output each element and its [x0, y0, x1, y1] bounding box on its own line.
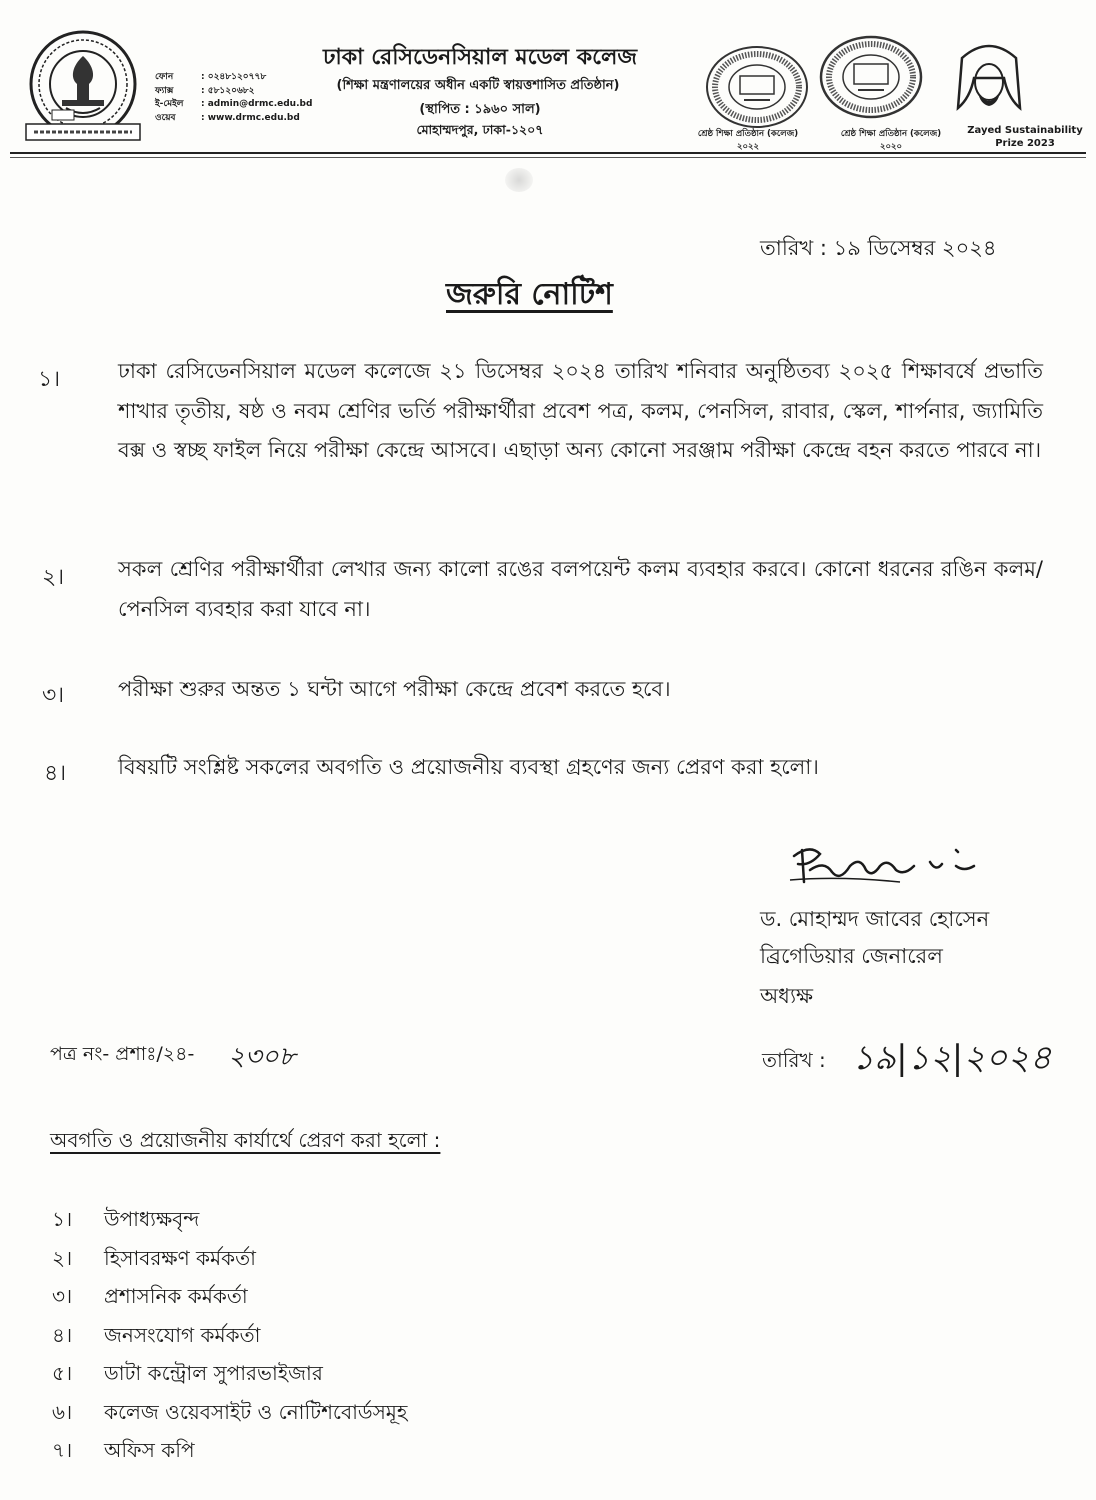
- notice-item-number: ২।: [42, 565, 65, 590]
- distribution-item: ৬। কলেজ ওয়েবসাইট ও নোটিশবোর্ডসমূহ: [52, 1399, 408, 1424]
- award-caption-2022: শ্রেষ্ঠ শিক্ষা প্রতিষ্ঠান (কলেজ) ২০২২: [697, 129, 799, 152]
- notice-item-text: পরীক্ষা শুরুর অন্তত ১ ঘন্টা আগে পরীক্ষা কেন্দ্রে প্রবেশ করতে হবে।: [118, 677, 671, 701]
- notice-item-number: ১।: [38, 367, 61, 392]
- reference-number-label: পত্র নং- প্রশাঃ/২৪-: [50, 1043, 195, 1065]
- header-divider-thin: [10, 157, 1086, 158]
- contact-fax: ফ্যাক্স : ৫৮১২০৬৮২: [155, 85, 255, 96]
- paper-smudge: [505, 168, 533, 192]
- contact-phone: ফোন : ০২৪৮১২০৭৭৮: [155, 72, 267, 82]
- distribution-item: ৪। জনসংযোগ কর্মকর্তা: [52, 1322, 261, 1347]
- distribution-item: ৩। প্রশাসনিক কর্মকর্তা: [52, 1284, 248, 1308]
- award-seal-2022: [704, 44, 810, 130]
- reference-number-handwritten: ২৩০৮: [228, 1042, 296, 1072]
- college-address: মোহাম্মদপুর, ঢাকা-১২০৭: [416, 122, 544, 137]
- header-divider: [10, 152, 1086, 154]
- notice-item-number: ৪।: [44, 761, 67, 786]
- award-caption-zayed: Zayed Sustainability Prize 2023: [967, 125, 1083, 149]
- signatory-rank: ব্রিগেডিয়ার জেনারেল: [760, 944, 943, 968]
- reference-date-handwritten: ১৯|১২|২০২৪: [852, 1038, 1052, 1078]
- notice-item-text: বিষয়টি সংশ্লিষ্ট সকলের অবগতি ও প্রয়োজনীয় ব্যবস্থা গ্রহণের জন্য প্রেরণ করা হলো।: [118, 755, 819, 779]
- notice-item-text: ঢাকা রেসিডেনসিয়াল মডেল কলেজে ২১ ডিসেম্বর ২০২৪ তারিখ শনিবার অনুষ্ঠিতব্য ২০২৫ শিক্ষাবর্ষে প্রভাতি শাখার তৃতীয়, ষষ্ঠ ও নবম শ্রেণির ভর্তি পরীক্ষার্থীরা প্রবেশ পত্র, কলম, পেনসিল, রাবার, স্কেল, শার্পনার, জ্যামিতি বক্স ও স্বচ্ছ ফাইল নিয়ে পরীক্ষা কেন্দ্রে আসবে। এছাড়া অন্য কোনো সরঞ্জাম পরীক্ষা কেন্দ্রে বহন করতে পারবে না।: [118, 359, 1043, 462]
- contact-email: ই-মেইল : admin@drmc.edu.bd: [155, 99, 313, 109]
- distribution-item: ২। হিসাবরক্ষণ কর্মকর্তা: [52, 1245, 256, 1270]
- notice-title: জরুরি নোটিশ: [446, 277, 613, 312]
- signatory-name: ড. মোহাম্মদ জাবের হোসেন: [760, 907, 990, 931]
- award-seal-2020: [818, 34, 924, 120]
- college-name: ঢাকা রেসিডেনসিয়াল মডেল কলেজ: [322, 45, 638, 70]
- signatory-role: অধ্যক্ষ: [760, 984, 814, 1008]
- distribution-list: [52, 1200, 407, 1470]
- distribution-title: অবগতি ও প্রয়োজনীয় কার্যার্থে প্রেরণ করা হলো :: [50, 1128, 441, 1152]
- notice-date: তারিখ : ১৯ ডিসেম্বর ২০২৪: [760, 236, 997, 260]
- distribution-item: ৫। ডাটা কন্ট্রোল সুপারভাইজার: [52, 1361, 323, 1385]
- notice-item-number: ৩।: [42, 683, 65, 708]
- award-caption-2020: শ্রেষ্ঠ শিক্ষা প্রতিষ্ঠান (কলেজ) ২০২০: [840, 129, 942, 152]
- contact-web: ওয়েব : www.drmc.edu.bd: [155, 112, 300, 123]
- zayed-portrait-icon: [948, 38, 1030, 124]
- handwritten-signature: [780, 836, 980, 900]
- college-established: (স্থাপিত : ১৯৬০ সাল): [419, 102, 541, 117]
- notice-item-text: সকল শ্রেণির পরীক্ষার্থীরা লেখার জন্য কালো রঙের বলপয়েন্ট কলম ব্যবহার করবে। কোনো ধরনের রঙিন কলম/পেনসিল ব্যবহার করা যাবে না।: [118, 557, 1043, 621]
- college-subtitle: (শিক্ষা মন্ত্রণালয়ের অধীন একটি স্বায়ত্তশাসিত প্রতিষ্ঠান): [336, 78, 620, 93]
- reference-date-label: তারিখ :: [762, 1048, 826, 1072]
- distribution-item: ১। উপাধ্যক্ষবৃন্দ: [52, 1207, 200, 1231]
- distribution-item: ৭। অফিস কপি: [52, 1438, 195, 1462]
- college-logo: [22, 26, 144, 148]
